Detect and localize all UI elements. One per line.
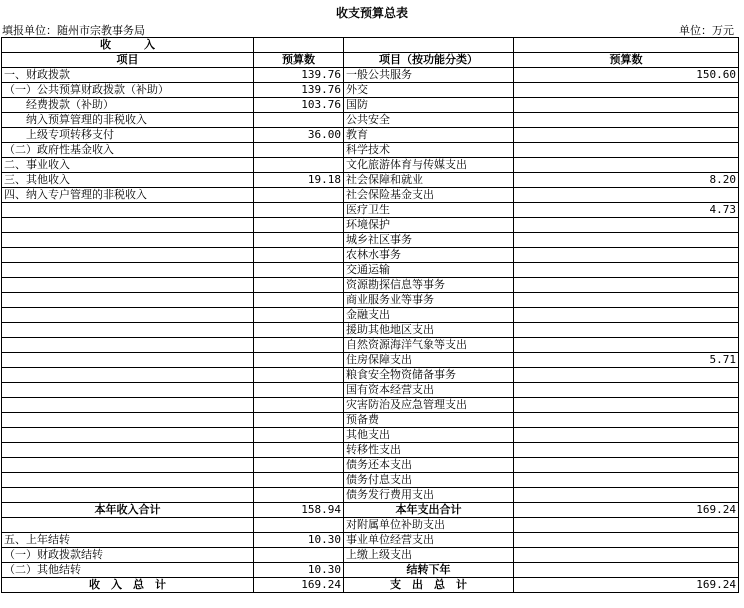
reporting-unit: 填报单位：随州市宗教事务局: [2, 24, 145, 37]
income-value-cell: [254, 398, 344, 413]
income-item-cell: [2, 413, 254, 428]
grand-total-row: [2, 578, 739, 593]
table-row: [2, 398, 739, 413]
income-item-cell: [2, 323, 254, 338]
table-row: [2, 383, 739, 398]
expense-value-cell: [514, 113, 739, 128]
sheet-title: 收支预算总表: [335, 6, 408, 20]
col-item: 项目: [2, 53, 254, 68]
income-value-cell: [254, 413, 344, 428]
income-item-cell: [2, 263, 254, 278]
income-value-cell: 103.76: [254, 98, 344, 113]
expense-value-cell: 5.71: [514, 353, 739, 368]
expense-value-cell: [514, 563, 739, 578]
table-row: [2, 203, 739, 218]
income-value-cell: [254, 353, 344, 368]
table-row: [2, 143, 739, 158]
income-value-cell: [254, 338, 344, 353]
table-row: [2, 248, 739, 263]
expense-item-cell: 债务发行费用支出: [344, 488, 514, 503]
expense-total-value: 169.24: [514, 503, 739, 518]
table-row: [2, 353, 739, 368]
income-item-cell: 四、纳入专户管理的非税收入: [2, 188, 254, 203]
expense-value-cell: [514, 473, 739, 488]
income-value-cell: [254, 488, 344, 503]
expense-value-cell: [514, 443, 739, 458]
expense-item-cell: 转移性支出: [344, 443, 514, 458]
expense-item-cell: 其他支出: [344, 428, 514, 443]
expense-item-cell: 文化旅游体育与传媒支出: [344, 158, 514, 173]
expense-item-cell: 灾害防治及应急管理支出: [344, 398, 514, 413]
expense-value-cell: [514, 128, 739, 143]
expense-item-cell: 科学技术: [344, 143, 514, 158]
expense-item-cell: 粮食安全物资储备事务: [344, 368, 514, 383]
income-item-cell: 上级专项转移支付: [2, 128, 254, 143]
table-row: [2, 458, 739, 473]
income-item-cell: [2, 293, 254, 308]
expense-item-cell: 医疗卫生: [344, 203, 514, 218]
expense-value-cell: 4.73: [514, 203, 739, 218]
table-row: [2, 413, 739, 428]
col-exp-budget: 预算数: [514, 53, 739, 68]
income-item-cell: [2, 473, 254, 488]
income-grand-value: 169.24: [254, 578, 344, 593]
table-row: [2, 68, 739, 83]
income-value-cell: [254, 458, 344, 473]
table-row: [2, 233, 739, 248]
income-value-cell: [254, 263, 344, 278]
income-value-cell: [254, 383, 344, 398]
income-value-cell: [254, 368, 344, 383]
income-item-cell: [2, 368, 254, 383]
table-row: [2, 548, 739, 563]
expense-value-cell: [514, 488, 739, 503]
income-value-cell: [254, 278, 344, 293]
expense-item-cell: 商业服务业等事务: [344, 293, 514, 308]
table-row: [2, 113, 739, 128]
expense-item-cell: 上缴上级支出: [344, 548, 514, 563]
expense-value-cell: [514, 158, 739, 173]
income-item-cell: （一）财政拨款结转: [2, 548, 254, 563]
income-item-cell: [2, 518, 254, 533]
expense-item-cell: 对附属单位补助支出: [344, 518, 514, 533]
expense-item-cell: 金融支出: [344, 308, 514, 323]
expense-item-cell: 结转下年: [344, 563, 514, 578]
table-row: [2, 338, 739, 353]
expense-value-cell: [514, 218, 739, 233]
income-item-cell: 一、财政拨款: [2, 68, 254, 83]
table-row: [2, 488, 739, 503]
income-item-cell: [2, 203, 254, 218]
income-value-cell: [254, 323, 344, 338]
income-value-cell: [254, 233, 344, 248]
expense-value-cell: [514, 398, 739, 413]
table-row: [2, 278, 739, 293]
income-value-cell: 36.00: [254, 128, 344, 143]
expense-grand-value: 169.24: [514, 578, 739, 593]
income-item-cell: [2, 488, 254, 503]
expense-item-cell: 外交: [344, 83, 514, 98]
table-row: [2, 308, 739, 323]
income-item-cell: [2, 338, 254, 353]
table-row: [2, 533, 739, 548]
table-row: [2, 188, 739, 203]
table-row: [2, 428, 739, 443]
income-item-cell: [2, 398, 254, 413]
expense-item-cell: 农林水事务: [344, 248, 514, 263]
expense-value-cell: [514, 143, 739, 158]
income-section-header: 收 入: [2, 38, 254, 53]
expense-item-cell: 公共安全: [344, 113, 514, 128]
expense-value-cell: [514, 293, 739, 308]
income-item-cell: [2, 218, 254, 233]
currency-unit: 单位：万元: [679, 24, 734, 37]
expense-value-cell: [514, 83, 739, 98]
table-row: [2, 83, 739, 98]
expense-item-cell: 国防: [344, 98, 514, 113]
income-item-cell: （二）政府性基金收入: [2, 143, 254, 158]
income-item-cell: 二、事业收入: [2, 158, 254, 173]
income-item-cell: 纳入预算管理的非税收入: [2, 113, 254, 128]
income-item-cell: [2, 428, 254, 443]
expense-item-cell: 债务还本支出: [344, 458, 514, 473]
income-total-label: 本年收入合计: [2, 503, 254, 518]
expense-value-cell: [514, 98, 739, 113]
expense-value-cell: 8.20: [514, 173, 739, 188]
expense-item-cell: 国有资本经营支出: [344, 383, 514, 398]
income-value-cell: 10.30: [254, 563, 344, 578]
table-row: [2, 368, 739, 383]
table-row: [2, 518, 739, 533]
table-row: [2, 128, 739, 143]
expense-value-cell: [514, 323, 739, 338]
expense-value-cell: [514, 248, 739, 263]
expense-value-cell: [514, 518, 739, 533]
expense-value-cell: [514, 338, 739, 353]
expense-item-cell: 事业单位经营支出: [344, 533, 514, 548]
income-item-cell: （二）其他结转: [2, 563, 254, 578]
expense-value-cell: [514, 548, 739, 563]
income-item-cell: 经费拨款（补助）: [2, 98, 254, 113]
table-row: [2, 293, 739, 308]
table-row: [2, 323, 739, 338]
expense-item-cell: 社会保险基金支出: [344, 188, 514, 203]
expense-value-cell: [514, 533, 739, 548]
expense-value-cell: 150.60: [514, 68, 739, 83]
table-row: [2, 443, 739, 458]
expense-item-cell: 交通运输: [344, 263, 514, 278]
expense-item-cell: 自然资源海洋气象等支出: [344, 338, 514, 353]
income-grand-label: 收 入 总 计: [2, 578, 254, 593]
table-row: [2, 473, 739, 488]
expense-value-cell: [514, 188, 739, 203]
income-value-cell: [254, 308, 344, 323]
expense-item-cell: 城乡社区事务: [344, 233, 514, 248]
column-header-row: [2, 53, 739, 68]
expense-value-cell: [514, 278, 739, 293]
expense-value-cell: [514, 413, 739, 428]
year-total-row: [2, 503, 739, 518]
expense-grand-label: 支 出 总 计: [344, 578, 514, 593]
table-row: [2, 563, 739, 578]
income-value-cell: 19.18: [254, 173, 344, 188]
income-value-cell: 10.30: [254, 533, 344, 548]
income-item-cell: [2, 383, 254, 398]
income-item-cell: 三、其他收入: [2, 173, 254, 188]
income-item-cell: [2, 443, 254, 458]
income-value-cell: [254, 203, 344, 218]
expense-value-cell: [514, 263, 739, 278]
table-row: [2, 263, 739, 278]
income-value-cell: [254, 443, 344, 458]
expense-item-cell: 债务付息支出: [344, 473, 514, 488]
income-value-cell: [254, 113, 344, 128]
income-value-cell: [254, 518, 344, 533]
expense-item-cell: 住房保障支出: [344, 353, 514, 368]
income-value-cell: [254, 218, 344, 233]
income-value-cell: [254, 293, 344, 308]
income-value-cell: [254, 548, 344, 563]
income-item-cell: [2, 353, 254, 368]
income-value-cell: [254, 143, 344, 158]
income-value-cell: [254, 428, 344, 443]
income-value-cell: 139.76: [254, 68, 344, 83]
income-value-cell: 139.76: [254, 83, 344, 98]
col-exp-item: 项目（按功能分类）: [344, 53, 514, 68]
expense-item-cell: 环境保护: [344, 218, 514, 233]
expense-value-cell: [514, 458, 739, 473]
income-item-cell: [2, 458, 254, 473]
expense-value-cell: [514, 233, 739, 248]
income-item-cell: [2, 278, 254, 293]
expense-total-label: 本年支出合计: [344, 503, 514, 518]
table-row: [2, 218, 739, 233]
expense-item-cell: 资源勘探信息等事务: [344, 278, 514, 293]
income-value-cell: [254, 473, 344, 488]
expense-value-cell: [514, 383, 739, 398]
expense-value-cell: [514, 308, 739, 323]
expense-item-cell: 社会保障和就业: [344, 173, 514, 188]
expense-value-cell: [514, 428, 739, 443]
income-total-value: 158.94: [254, 503, 344, 518]
expense-item-cell: 一般公共服务: [344, 68, 514, 83]
expense-item-cell: 预备费: [344, 413, 514, 428]
income-item-cell: [2, 248, 254, 263]
table-row: [2, 158, 739, 173]
col-budget: 预算数: [254, 53, 344, 68]
table-row: [2, 173, 739, 188]
income-header-row: [2, 38, 739, 53]
income-value-cell: [254, 188, 344, 203]
expense-value-cell: [514, 368, 739, 383]
income-value-cell: [254, 158, 344, 173]
expense-item-cell: 教育: [344, 128, 514, 143]
income-value-cell: [254, 248, 344, 263]
expense-item-cell: 援助其他地区支出: [344, 323, 514, 338]
budget-table: [1, 37, 739, 593]
income-item-cell: [2, 233, 254, 248]
income-item-cell: （一）公共预算财政拨款（补助）: [2, 83, 254, 98]
income-item-cell: 五、上年结转: [2, 533, 254, 548]
table-row: [2, 98, 739, 113]
income-item-cell: [2, 308, 254, 323]
